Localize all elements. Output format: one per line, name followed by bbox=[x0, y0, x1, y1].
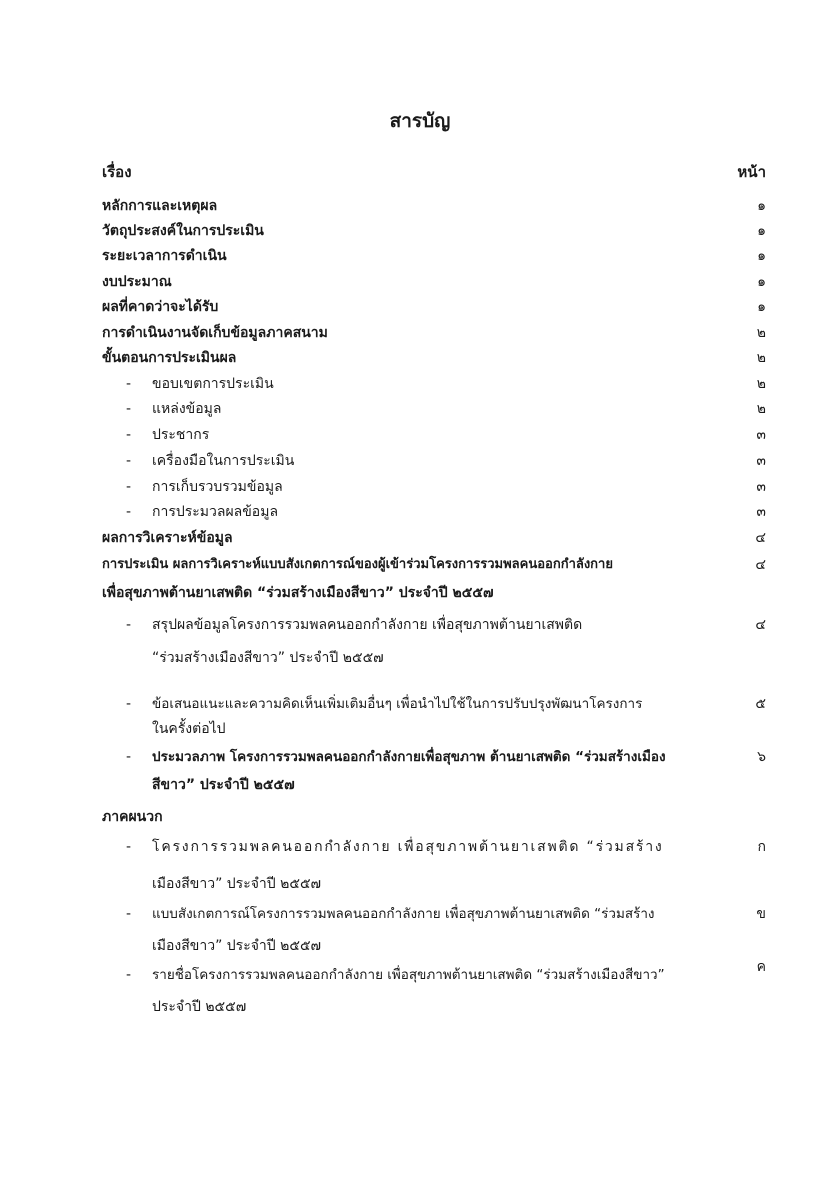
toc-entry-page: ๓ bbox=[756, 427, 766, 443]
toc-entry-text: สรุปผลข้อมูลโครงการรวมพลคนออกกำลังกาย เพื่อสุขภาพต้านยาเสพติด bbox=[152, 617, 583, 633]
toc-entry bbox=[0, 243, 840, 269]
toc-entry-text: ผลการวิเคราะห์ข้อมูล bbox=[102, 530, 233, 546]
toc-entry-page: ๓ bbox=[756, 504, 766, 520]
toc-entry bbox=[0, 269, 840, 295]
toc-entry-page: ๒ bbox=[756, 325, 766, 341]
toc-subentry bbox=[0, 371, 840, 397]
bullet-dash: - bbox=[126, 617, 132, 633]
bullet-dash: - bbox=[126, 967, 132, 983]
toc-entry-text: แหล่งข้อมูล bbox=[152, 401, 222, 417]
toc-entry-text: ผลที่คาดว่าจะได้รับ bbox=[102, 299, 219, 315]
toc-entry-page: ๓ bbox=[756, 453, 766, 469]
toc-entry bbox=[0, 345, 840, 371]
toc-entry bbox=[0, 525, 840, 551]
toc-entry-continuation bbox=[0, 645, 840, 671]
page-title: สารบัญ bbox=[389, 110, 451, 132]
toc-entry-page: ก bbox=[757, 839, 766, 855]
bullet-dash: - bbox=[126, 453, 132, 469]
toc-entry-text: การประมวลผลข้อมูล bbox=[152, 504, 279, 520]
toc-entry-text: หลักการและเหตุผล bbox=[102, 198, 218, 214]
toc-entry-continuation bbox=[0, 772, 840, 798]
toc-entry-text: งบประมาณ bbox=[102, 274, 172, 290]
toc-entry-text: ขอบเขตการประเมิน bbox=[152, 376, 274, 392]
toc-entry-page: ๒ bbox=[756, 350, 766, 366]
toc-subentry bbox=[0, 834, 840, 860]
toc-entry-text: การดำเนินงานจัดเก็บข้อมูลภาคสนาม bbox=[102, 325, 328, 341]
toc-entry bbox=[0, 218, 840, 244]
toc-entry-text: ประชากร bbox=[152, 427, 210, 443]
toc-entry bbox=[0, 552, 840, 578]
bullet-dash: - bbox=[126, 479, 132, 495]
toc-entry-page: ๑ bbox=[757, 198, 766, 214]
toc-entry-text: เพื่อสุขภาพต้านยาเสพติด “ร่วมสร้างเมืองสีขาว” ประจำปี ๒๕๕๗ bbox=[102, 585, 494, 601]
toc-subentry bbox=[0, 422, 840, 448]
toc-entry-text: โครงการรวมพลคนออกกำลังกาย เพื่อสุขภาพต้านยาเสพติด “ร่วมสร้าง bbox=[152, 839, 664, 855]
toc-entry-page: ๒ bbox=[756, 401, 766, 417]
toc-entry-page: ๑ bbox=[757, 248, 766, 264]
bullet-dash: - bbox=[126, 504, 132, 520]
toc-subentry bbox=[0, 448, 840, 474]
toc-entry-text: ในครั้งต่อไป bbox=[152, 721, 226, 737]
toc-entry-continuation bbox=[0, 871, 840, 897]
bullet-dash: - bbox=[126, 427, 132, 443]
toc-entry-page: ๔ bbox=[755, 557, 766, 573]
toc-entry-text: ภาคผนวก bbox=[102, 809, 163, 825]
toc-entry-page: ข bbox=[756, 906, 766, 922]
toc-entry bbox=[0, 294, 840, 320]
toc-entry bbox=[0, 320, 840, 346]
toc-entry-continuation bbox=[0, 933, 840, 959]
toc-entry-text: การเก็บรวบรวมข้อมูล bbox=[152, 479, 283, 495]
toc-entry-text: ประจำปี ๒๕๕๗ bbox=[152, 999, 247, 1015]
toc-subentry bbox=[0, 474, 840, 500]
toc-entry-page: ๔ bbox=[755, 530, 766, 546]
bullet-dash: - bbox=[126, 401, 132, 417]
bullet-dash: - bbox=[126, 839, 132, 855]
toc-entry bbox=[0, 193, 840, 219]
bullet-dash: - bbox=[126, 376, 132, 392]
bullet-dash: - bbox=[126, 906, 132, 922]
toc-entry-text: ระยะเวลาการดำเนิน bbox=[102, 248, 227, 264]
bullet-dash: - bbox=[126, 749, 132, 765]
toc-entry-page: ๖ bbox=[757, 749, 766, 765]
toc-subentry bbox=[0, 901, 840, 927]
toc-entry-text: รายชื่อโครงการรวมพลคนออกกำลังกาย เพื่อสุขภาพต้านยาเสพติด “ร่วมสร้างเมืองสีขาว” bbox=[152, 967, 665, 983]
toc-subentry bbox=[0, 691, 840, 717]
toc-entry-text: ประมวลภาพ โครงการรวมพลคนออกกำลังกายเพื่อสุขภาพ ต้านยาเสพติด “ร่วมสร้างเมือง bbox=[152, 749, 666, 765]
toc-entry-text: เมืองสีขาว” ประจำปี ๒๕๕๗ bbox=[152, 876, 322, 892]
toc-entry-text: เครื่องมือในการประเมิน bbox=[152, 453, 295, 469]
toc-entry-text: แบบสังเกตการณ์โครงการรวมพลคนออกกำลังกาย เพื่อสุขภาพต้านยาเสพติด “ร่วมสร้าง bbox=[152, 906, 655, 922]
toc-entry-text: ขั้นตอนการประเมินผล bbox=[102, 350, 237, 366]
toc-entry-text: สีขาว” ประจำปี ๒๕๕๗ bbox=[152, 777, 295, 793]
toc-entry-text: การประเมิน ผลการวิเคราะห์แบบสังเกตการณ์ของผู้เข้าร่วมโครงการรวมพลคนออกกำลังกาย bbox=[102, 557, 613, 572]
topic-column-header: เรื่อง bbox=[102, 163, 132, 181]
toc-subentry bbox=[0, 396, 840, 422]
toc-entry-page: ๔ bbox=[755, 617, 766, 633]
toc-subentry bbox=[0, 959, 840, 988]
toc-entry-text: เมืองสีขาว” ประจำปี ๒๕๕๗ bbox=[152, 938, 322, 954]
toc-entry-text: วัตถุประสงค์ในการประเมิน bbox=[102, 223, 264, 239]
toc-entry-page: ๑ bbox=[757, 299, 766, 315]
toc-subentry bbox=[0, 499, 840, 525]
toc-entry-continuation bbox=[0, 994, 840, 1020]
toc-entry-page: ๕ bbox=[755, 696, 766, 712]
bullet-dash: - bbox=[126, 696, 132, 712]
toc-entry-continuation bbox=[0, 580, 840, 606]
toc-subentry bbox=[0, 744, 840, 770]
toc-entry-text: “ร่วมสร้างเมืองสีขาว” ประจำปี ๒๕๕๗ bbox=[152, 650, 384, 666]
toc-subentry bbox=[0, 612, 840, 638]
toc-entry-page: ค bbox=[756, 959, 766, 975]
toc-entry-page: ๒ bbox=[756, 376, 766, 392]
toc-entry-page: ๑ bbox=[757, 223, 766, 239]
toc-entry-page: ๓ bbox=[756, 479, 766, 495]
toc-entry bbox=[0, 804, 840, 830]
toc-entry-continuation bbox=[0, 716, 840, 742]
page-column-header: หน้า bbox=[737, 163, 766, 181]
toc-entry-page: ๑ bbox=[757, 274, 766, 290]
toc-entry-text: ข้อเสนอแนะและความคิดเห็นเพิ่มเติมอื่นๆ เพื่อนำไปใช้ในการปรับปรุงพัฒนาโครงการ bbox=[152, 696, 643, 712]
